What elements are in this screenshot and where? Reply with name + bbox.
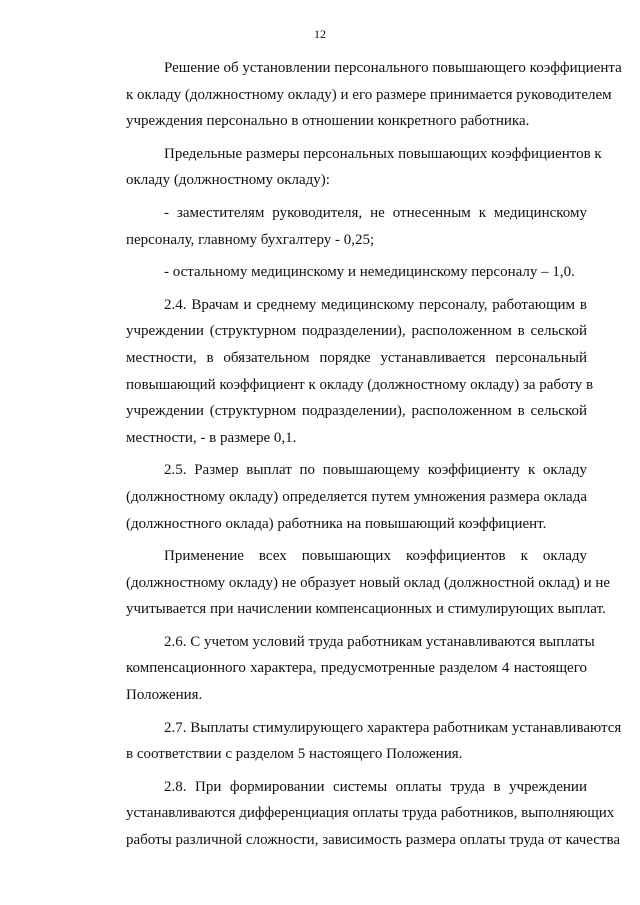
paragraph-line: (должностному окладу) определяется путем умножения размера оклада: [126, 488, 587, 505]
paragraph-line: Предельные размеры персональных повышающих коэффициентов к: [164, 145, 602, 162]
paragraph-line: (должностному окладу) не образует новый оклад (должностной оклад) и не: [126, 574, 611, 591]
paragraph-line: местности, - в размере 0,1.: [126, 429, 297, 446]
page-number: 12: [314, 27, 326, 41]
paragraph-line: 2.6. С учетом условий труда работникам устанавливаются выплаты: [164, 633, 595, 650]
paragraph-line: к окладу (должностному окладу) и его размере принимается руководителем: [126, 86, 612, 103]
section-2-4: [88, 292, 594, 452]
paragraph-line: компенсационного характера, предусмотренные разделом 4 настоящего: [126, 660, 587, 677]
list-item-other-staff: [88, 259, 587, 286]
section-2-8: [88, 774, 621, 854]
paragraph-line: окладу (должностному окладу):: [126, 172, 330, 189]
paragraph-line: повышающий коэффициент к окладу (должностному окладу) за работу в: [126, 376, 594, 393]
paragraph-line: Положения.: [126, 687, 203, 704]
section-2-7: [88, 715, 622, 768]
paragraph-line: (должностного оклада) работника на повышающий коэффициент.: [126, 515, 547, 532]
paragraph-line: учитывается при начислении компенсационных и стимулирующих выплат.: [126, 601, 606, 618]
paragraph-line: в соответствии с разделом 5 настоящего Положения.: [126, 746, 463, 763]
paragraph-line: - остальному медицинскому и немедицинскому персоналу – 1,0.: [164, 264, 575, 281]
paragraph-line: 2.4. Врачам и среднему медицинскому персоналу, работающим в: [164, 296, 587, 313]
paragraph-line: Применение всех повышающих коэффициентов к окладу: [164, 548, 587, 565]
paragraph-line: учреждении (структурном подразделении), расположенном в сельской: [126, 403, 587, 420]
paragraph-coefficient-limits: [88, 141, 602, 194]
paragraph-line: 2.7. Выплаты стимулирующего характера работникам устанавливаются: [164, 719, 622, 736]
paragraph-coefficients-application: [88, 543, 611, 623]
document-body: [88, 55, 622, 854]
paragraph-line: 2.5. Размер выплат по повышающему коэффициенту к окладу: [164, 462, 587, 479]
paragraph-line: учреждения персонально в отношении конкретного работника.: [126, 113, 530, 130]
paragraph-line: учреждении (структурном подразделении), расположенном в сельской: [126, 323, 587, 340]
paragraph-personal-coefficient-decision: [88, 55, 622, 135]
paragraph-line: персоналу, главному бухгалтеру - 0,25;: [126, 231, 375, 248]
paragraph-line: устанавливаются дифференциация оплаты труда работников, выполняющих: [126, 805, 615, 822]
section-2-5: [88, 457, 587, 537]
paragraph-line: местности, в обязательном порядке устанавливается персональный: [126, 349, 587, 366]
paragraph-line: Решение об установлении персонального повышающего коэффициента: [164, 60, 622, 76]
paragraph-line: работы различной сложности, зависимость размера оплаты труда от качества: [126, 832, 621, 849]
list-item-deputies: [88, 200, 587, 253]
paragraph-line: - заместителям руководителя, не отнесенным к медицинскому: [164, 204, 587, 221]
paragraph-line: 2.8. При формировании системы оплаты труда в учреждении: [164, 778, 587, 795]
section-2-6: [88, 629, 595, 709]
